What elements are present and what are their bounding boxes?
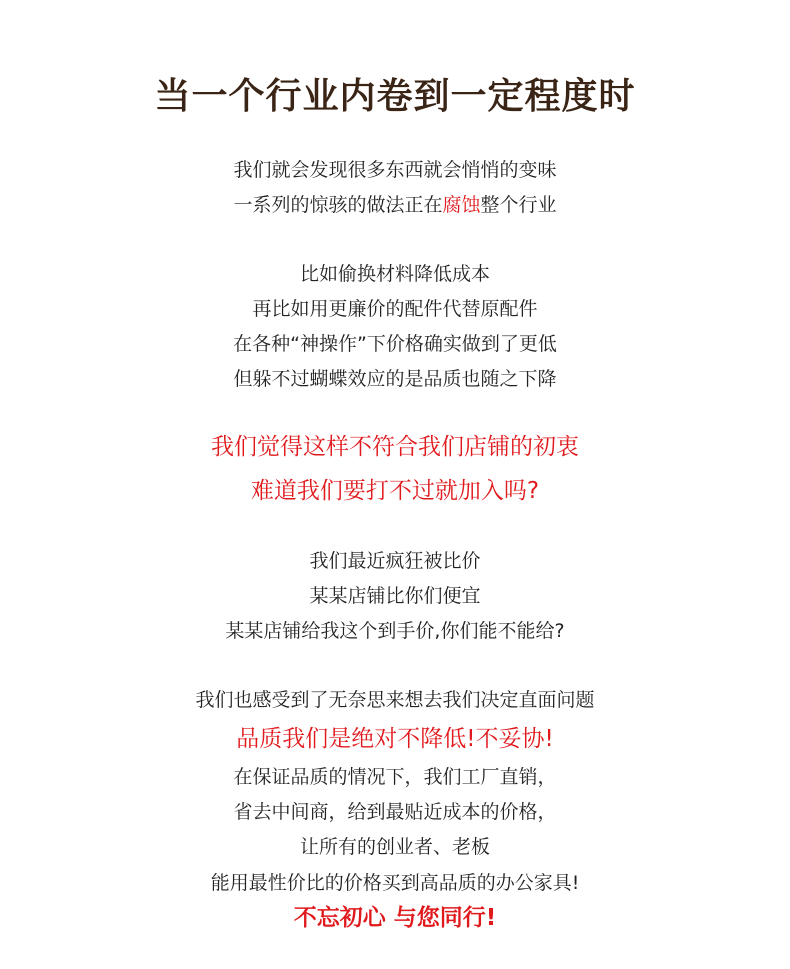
paragraph-4-line-3: 某某店铺给我这个到手价,你们能不能给? — [225, 620, 565, 642]
paragraph-5-line-6: 能用最性价比的价格买到高品质的办公家具! — [210, 872, 580, 894]
paragraph-3-line-2: 难道我们要打不过就加入吗? — [250, 478, 540, 504]
highlight-word: 腐蚀 — [442, 194, 481, 216]
paragraph-1-line-2-pre: 一系列的惊骇的做法正在 — [233, 194, 443, 216]
paragraph-3-line-1: 我们觉得这样不符合我们店铺的初衷 — [211, 434, 579, 460]
paragraph-5-line-2: 品质我们是绝对不降低!不妥协! — [236, 726, 554, 752]
paragraph-4-line-1: 我们最近疯狂被比价 — [309, 550, 481, 572]
paragraph-5-line-1: 我们也感受到了无奈思来想去我们决定直面问题 — [195, 689, 595, 711]
paragraph-2-line-4: 但躲不过蝴蝶效应的是品质也随之下降 — [233, 368, 557, 390]
paragraph-5-line-3: 在保证品质的情况下，我们工厂直销， — [233, 766, 557, 788]
closing-slogan: 不忘初心 与您同行! — [293, 905, 497, 931]
paragraph-5-line-4: 省去中间商，给到最贴近成本的价格， — [233, 801, 557, 823]
paragraph-1-line-1: 我们就会发现很多东西就会悄悄的变味 — [233, 159, 557, 181]
paragraph-1-line-2 — [0, 196, 790, 215]
paragraph-1-line-2-post: 整个行业 — [480, 194, 557, 216]
paragraph-2-line-2: 再比如用更廉价的配件代替原配件 — [252, 298, 538, 320]
paragraph-2-line-1: 比如偷换材料降低成本 — [299, 263, 490, 285]
paragraph-4-line-2: 某某店铺比你们便宜 — [309, 585, 481, 607]
paragraph-5-line-5: 让所有的创业者、老板 — [299, 836, 490, 858]
page-title: 当一个行业内卷到一定程度时 — [154, 76, 636, 117]
paragraph-2-line-3: 在各种“神操作”下价格确实做到了更低 — [233, 333, 557, 355]
